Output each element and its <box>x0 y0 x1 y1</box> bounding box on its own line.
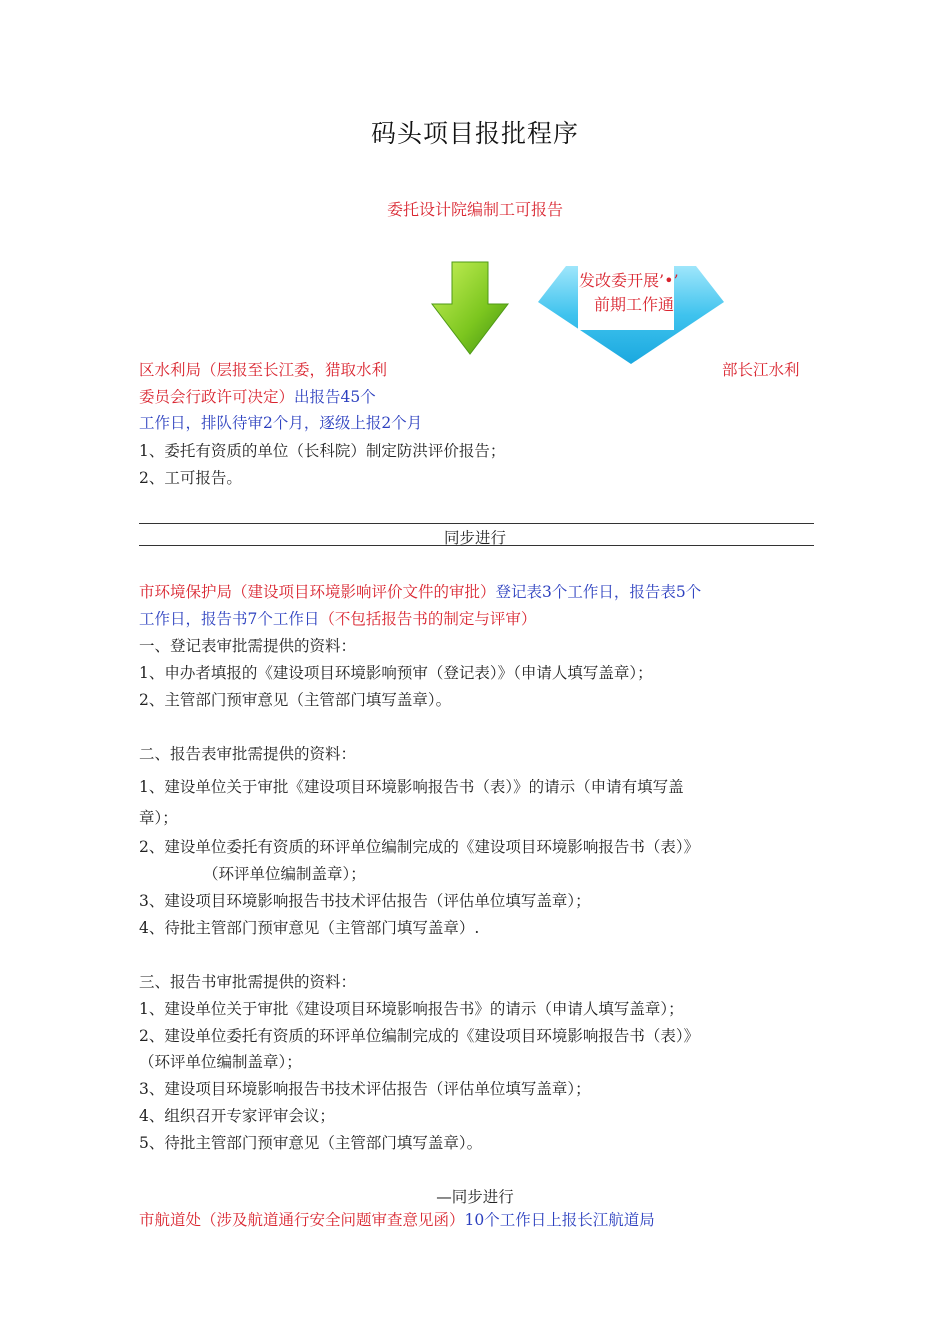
section3-line1-blue: 10个工作日上报长江航道局 <box>464 1211 655 1229</box>
divider2-label: —同步进行 <box>436 1188 514 1206</box>
section2-line2 <box>139 607 536 629</box>
section2-h3-item: 3、建设项目环境影响报告书技术评估报告（评估单位填写盖章）； <box>139 1080 591 1098</box>
section1-line2-red: 委员会行政许可决定） <box>139 388 295 406</box>
section2-h2-item: 3、建设项目环境影响报告书技术评估报告（评估单位填写盖章）； <box>139 892 591 910</box>
section2-h2-item: 4、待批主管部门预审意见（主管部门填写盖章）. <box>139 919 480 937</box>
section2-line1-red: 市环境保护局（建设项目环境影响评价文件的审批） <box>139 583 496 601</box>
section2-h3-item: （环评单位编制盖章）； <box>139 1053 302 1071</box>
section2-h2-item: 1、建设单位关于审批《建设项目环境影响报告书（表）》的请示（申请有填写盖 <box>139 778 684 796</box>
page-title: 码头项目报批程序 <box>370 119 579 148</box>
section2-h3-item: 1、建设单位关于审批《建设项目环境影响报告书》的请示（申请人填写盖章）； <box>139 1000 684 1018</box>
section2-line2-red: （不包括报告书的制定与评审） <box>319 610 537 628</box>
diamond-label-2: 前期工作通 <box>594 295 675 314</box>
section2-line1-blue: 登记表3个工作日，报告表5个 <box>495 583 702 601</box>
section3-line1-red: 市航道处（涉及航道通行安全问题审查意见函） <box>139 1211 465 1229</box>
down-arrow-icon <box>428 258 512 358</box>
section2-h2: 二、报告表审批需提供的资料： <box>139 745 357 763</box>
divider-top <box>139 523 814 524</box>
section1-item1: 1、委托有资质的单位（长科院）制定防洪评价报告； <box>139 442 506 460</box>
section2-h2-item: 2、建设单位委托有资质的环评单位编制完成的《建设项目环境影响报告书（表）》 <box>139 838 700 856</box>
section1-line1-right: 部长江水利 <box>722 361 800 379</box>
section2-h2-item: （环评单位编制盖章）； <box>203 865 366 883</box>
section2-h1: 一、登记表审批需提供的资料： <box>139 637 357 655</box>
section2-h1-item: 1、申办者填报的《建设项目环境影响预审（登记表）》（申请人填写盖章）； <box>139 664 653 682</box>
section2-h3-item: 5、待批主管部门预审意见（主管部门填写盖章）。 <box>139 1134 483 1152</box>
section1-line2-blue: 出报告45个 <box>294 388 376 406</box>
section2-h1-item: 2、主管部门预审意见（主管部门填写盖章）。 <box>139 691 452 709</box>
section2-line1 <box>139 580 701 602</box>
section2-h3-item: 2、建设单位委托有资质的环评单位编制完成的《建设项目环境影响报告书（表）》 <box>139 1027 700 1045</box>
divider-bottom <box>139 545 814 546</box>
section2-h3: 三、报告书审批需提供的资料： <box>139 973 357 991</box>
subtitle: 委托设计院编制工可报告 <box>386 200 563 219</box>
section2-h3-item: 4、组织召开专家评审会议； <box>139 1107 335 1125</box>
section3-line1 <box>139 1208 655 1230</box>
section1-line3: 工作日，排队待审2个月，逐级上报2个月 <box>139 414 423 432</box>
section1-item2: 2、工可报告。 <box>139 469 242 487</box>
section2-line2-blue: 工作日，报告书7个工作日 <box>139 610 320 628</box>
section1-line1: 区水利局（层报至长江委，猎取水利 <box>139 361 388 379</box>
section1-line2 <box>139 385 376 407</box>
section2-h2-item: 章）； <box>139 809 178 827</box>
divider1-label: 同步进行 <box>443 529 506 547</box>
diamond-label-1: 发改委开展’•’ <box>579 271 679 290</box>
